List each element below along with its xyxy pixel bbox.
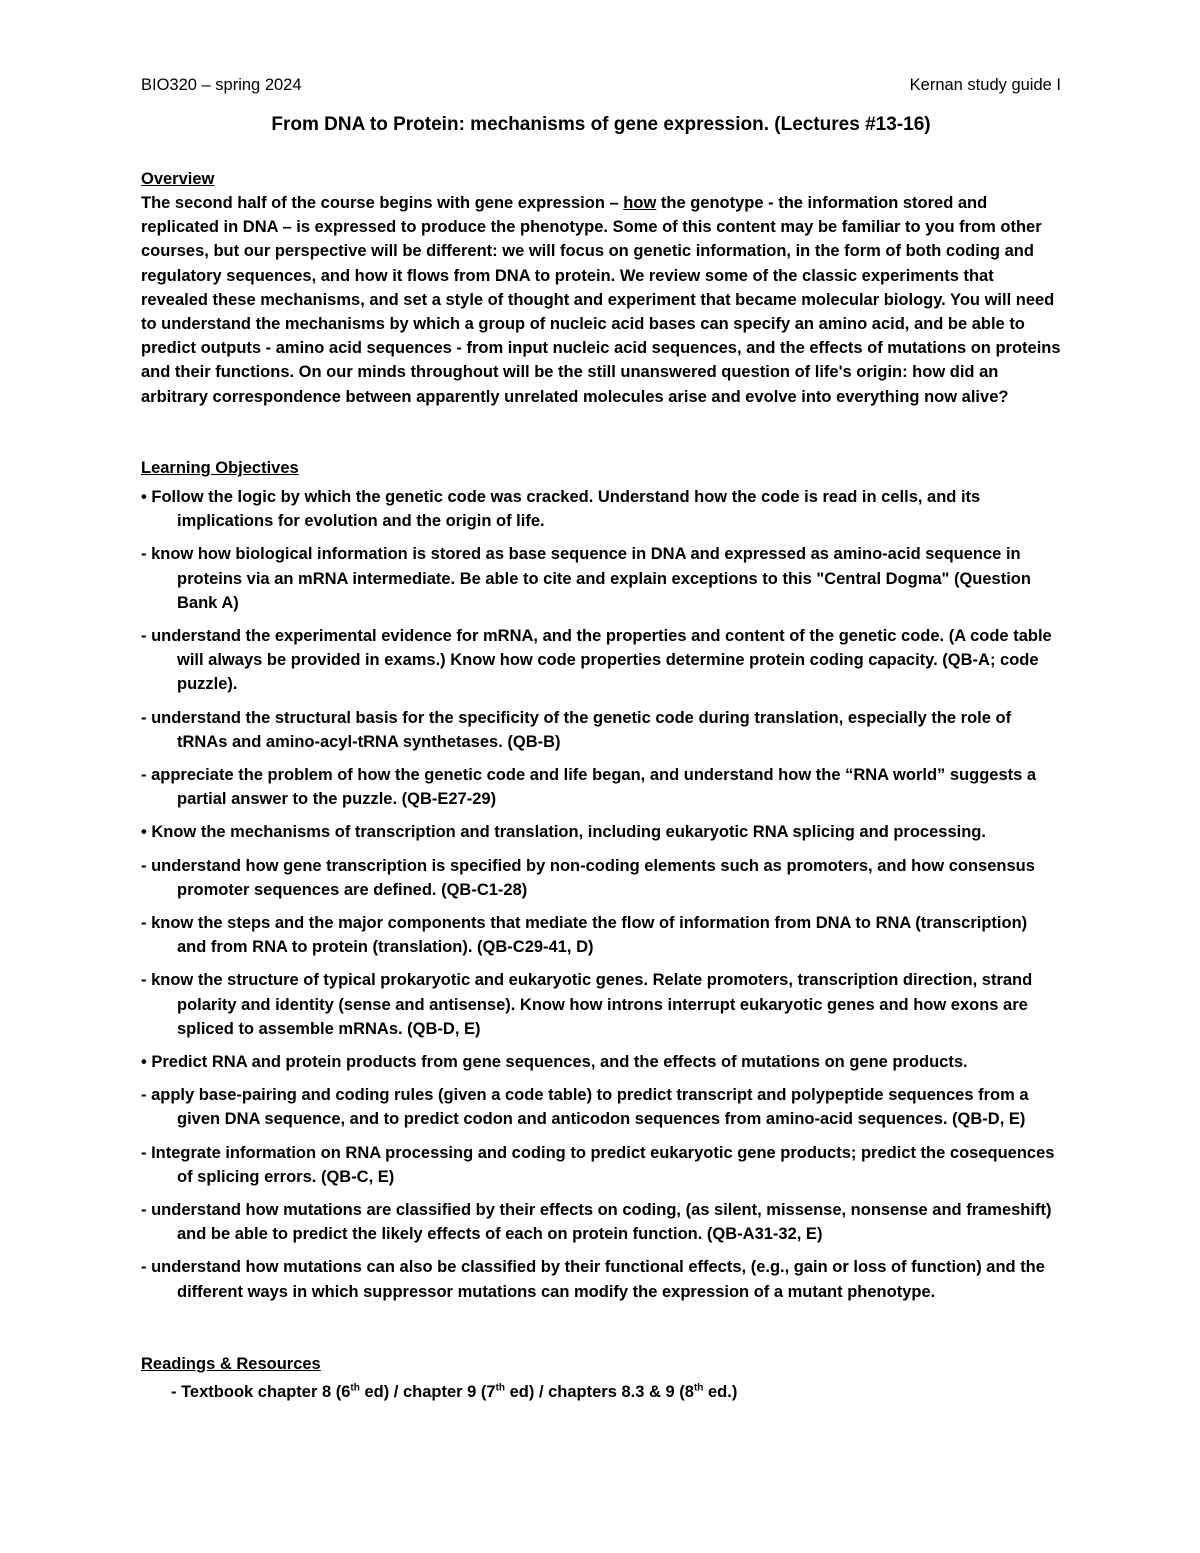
reading-sup-2: th: [495, 1382, 506, 1394]
objectives-list: [141, 485, 1061, 1304]
reading-text-3: ed) / chapters 8.3 & 9 (8: [505, 1383, 694, 1401]
course-label: BIO320 – spring 2024: [141, 76, 302, 94]
readings-heading: Readings & Resources: [141, 1355, 321, 1373]
reading-text-1: - Textbook chapter 8 (6: [171, 1383, 351, 1401]
reading-item-textbook: [141, 1380, 1061, 1404]
reading-text-4: ed.): [703, 1383, 738, 1401]
reading-text-2: ed) / chapter 9 (7: [359, 1383, 496, 1401]
overview-section: [141, 167, 1061, 409]
reading-sup-3: th: [693, 1382, 704, 1394]
objective-item: - understand the structural basis for the specificity of the genetic code during translation, especially the role of tRNAs and amino-acyl-tRNA synthetases. (QB-B): [141, 708, 1012, 751]
objective-item: • Follow the logic by which the genetic code was cracked. Understand how the code is read in cells, and its implications for evolution and the origin of life.: [141, 488, 981, 531]
objective-item: - understand how mutations are classified by their effects on coding, (as silent, missense, nonsense and frameshift) and be able to predict the likely effects of each on protein function. (QB-A31-32, E): [141, 1201, 1052, 1244]
overview-paragraph: [141, 191, 1061, 409]
objective-item: - understand how mutations can also be classified by their functional effects, (e.g., gain or loss of function) and the different ways in which suppressor mutations can modify the expression of a mutant phenotype.: [141, 1258, 1045, 1301]
overview-text-rest: the genotype - the information stored and replicated in DNA – is expressed to produce the phenotype. Some of this content may be familiar to you from other courses, but our perspective will be different: we will focus on genetic information, in the form of both coding and regulatory sequences, and how it flows from DNA to protein. We review some of the classic experiments that revealed these mechanisms, and set a style of thought and experiment that became molecular biology. You will need to understand the mechanisms by which a group of nucleic acid bases can specify an amino acid, and be able to predict outputs - amino acid sequences - from input nucleic acid sequences, and the effects of mutations on proteins and their functions. On our minds throughout will be the still unanswered question of life's origin: how did an arbitrary correspondence between apparently unrelated molecules arise and evolve into everything now alive?: [141, 194, 1061, 406]
learning-objectives-section: [141, 456, 1061, 1313]
objective-item: - know the structure of typical prokaryotic and eukaryotic genes. Relate promoters, transcription direction, strand polarity and identity (sense and antisense). Know how introns interrupt eukaryotic genes and how exons are spliced to assemble mRNAs. (QB-D, E): [141, 971, 1033, 1038]
objective-item: - know how biological information is stored as base sequence in DNA and expressed as amino-acid sequence in proteins via an mRNA intermediate. Be able to cite and explain exceptions to this "Central Dogma" (Question Bank A): [141, 545, 1031, 612]
objective-item: - Integrate information on RNA processing and coding to predict eukaryotic gene products; predict the cosequences of splicing errors. (QB-C, E): [141, 1143, 1055, 1186]
page-header: [141, 76, 1061, 95]
page-title: From DNA to Protein: mechanisms of gene expression. (Lectures #13-16): [271, 114, 931, 135]
objective-item: - understand the experimental evidence for mRNA, and the properties and content of the genetic code. (A code table will always be provided in exams.) Know how code properties determine protein coding capacity. (QB-A; code puzzle).: [141, 627, 1052, 694]
objective-item: - appreciate the problem of how the genetic code and life began, and understand how the “RNA world” suggests a partial answer to the puzzle. (QB-E27-29): [141, 766, 1037, 809]
overview-text-start: The second half of the course begins with gene expression –: [141, 194, 624, 212]
objective-item: - understand how gene transcription is specified by non-coding elements such as promoters, and how consensus promoter sequences are defined. (QB-C1-28): [141, 856, 1035, 899]
objectives-heading: Learning Objectives: [141, 459, 299, 477]
objective-item: - apply base-pairing and coding rules (given a code table) to predict transcript and polypeptide sequences from a given DNA sequence, and to predict codon and anticodon sequences from amino-acid sequences. (QB-D, E): [141, 1086, 1029, 1129]
objective-item: • Know the mechanisms of transcription and translation, including eukaryotic RNA splicing and processing.: [141, 823, 986, 842]
guide-label: Kernan study guide I: [909, 76, 1061, 94]
reading-sup-1: th: [350, 1382, 360, 1394]
objective-item: • Predict RNA and protein products from gene sequences, and the effects of mutations on gene products.: [141, 1053, 968, 1072]
overview-underlined-word: how: [623, 194, 657, 212]
readings-section: [141, 1352, 1061, 1404]
objective-item: - know the steps and the major components that mediate the flow of information from DNA to RNA (transcription) and from RNA to protein (translation). (QB-C29-41, D): [141, 914, 1028, 957]
overview-heading: Overview: [141, 170, 215, 188]
